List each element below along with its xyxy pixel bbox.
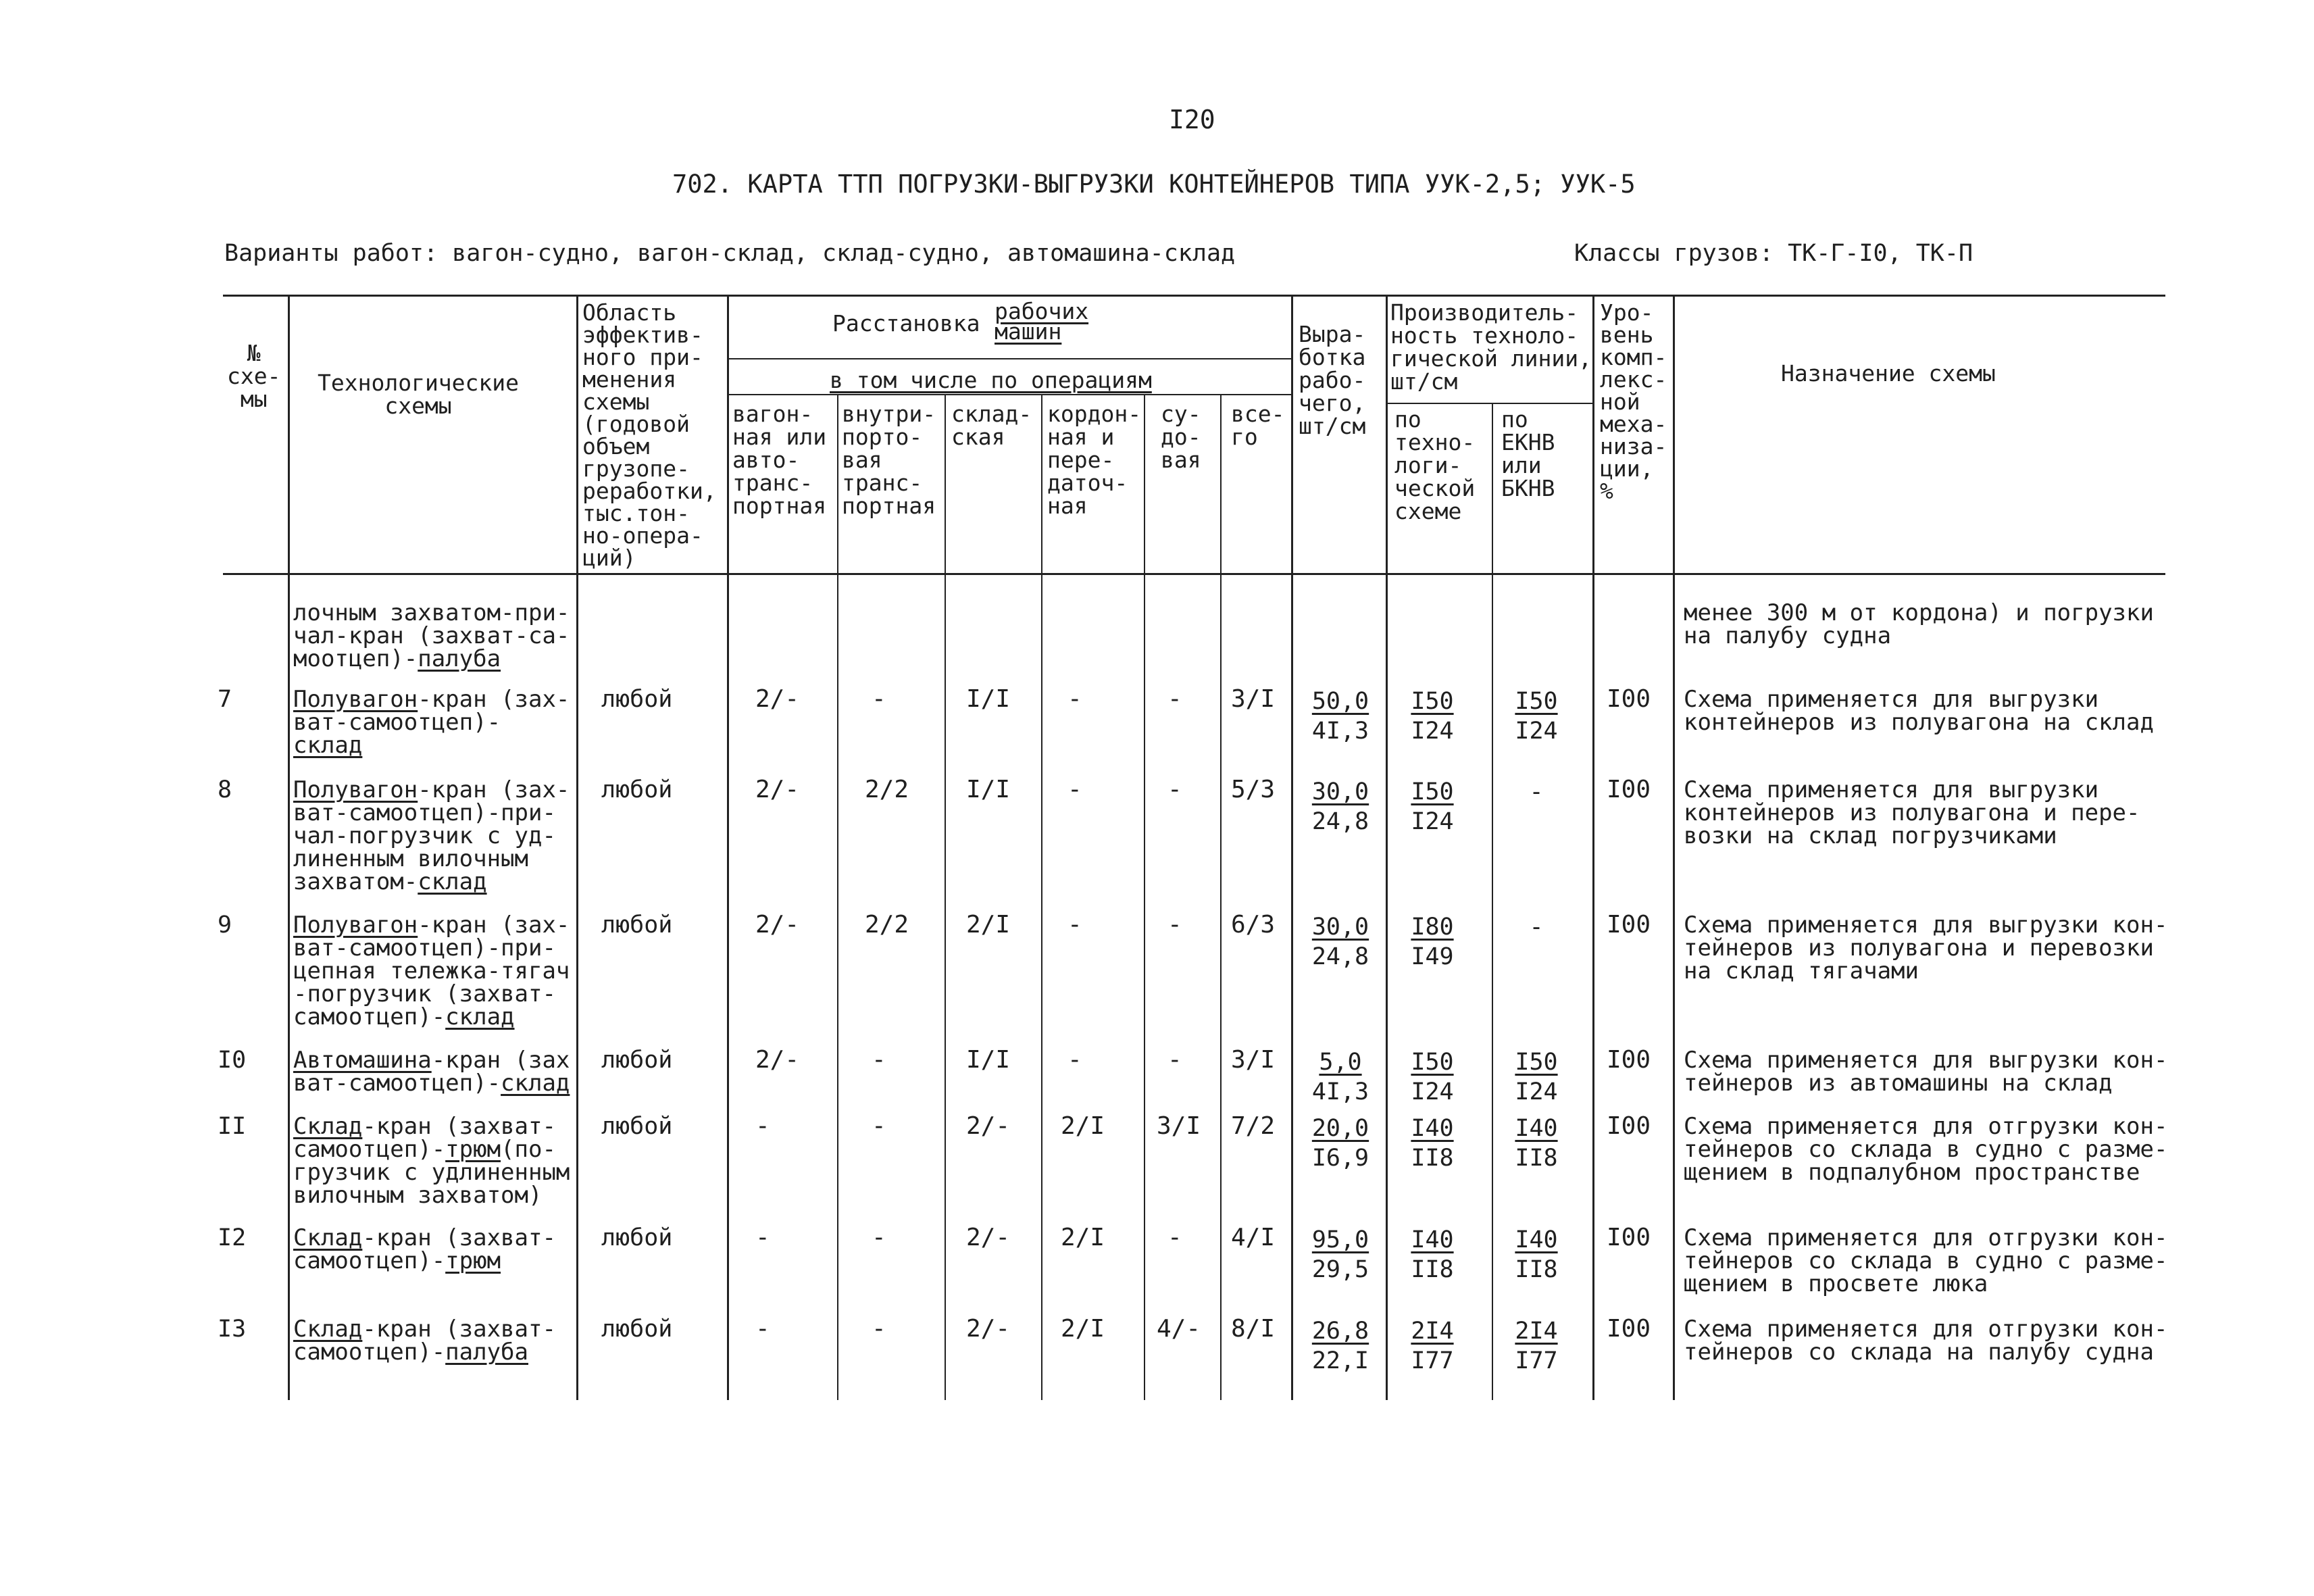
vyrabotka-top: 95,0 [1311,1226,1369,1253]
ekhnv-bot: II8 [1515,1256,1558,1283]
page-title: 702. КАРТА ТТП ПОГРУЗКИ-ВЫГРУЗКИ КОНТЕЙНЕРОВ ТИПА УУК-2,5; УУК-5 [672,170,1636,199]
row-inner: - [872,1224,886,1251]
row-tech-line [293,1161,570,1184]
row-tech-line [293,1318,556,1341]
tech-fragment: самоотцеп)- [293,1339,446,1366]
tech-fragment: ват-самоотцеп)-при- [293,934,556,962]
row-tech-line [293,1249,501,1272]
productivity-top: 2I4 [1411,1318,1454,1345]
col-header-arrangement: Расстановка [832,310,980,336]
productivity-bot: I49 [1411,943,1454,970]
row-sklad: 2/- [966,1112,1011,1140]
productivity-top: I50 [1411,778,1454,805]
row-area: любой [601,912,673,939]
row-purpose: Схема применяется для отгрузки кон- тейнеров со склада в судно с разме- щением в просвете люка [1684,1224,2168,1297]
vyrabotka-bot: 24,8 [1311,943,1369,970]
row-sudo: - [1167,1224,1182,1251]
row-inner: - [872,1315,886,1343]
row-mech: I00 [1607,1112,1651,1140]
tech-fragment: склад [501,1070,570,1097]
row-tech-line [293,1049,570,1072]
vyrabotka-top: 26,8 [1311,1318,1369,1345]
row-tech-line [293,1341,528,1364]
tech-fragment: Склад [293,1224,363,1251]
col-header-inner: внутри- порто- вая транс- портная [842,401,936,519]
row-vagon: - [755,1224,770,1251]
row-tech-line [293,1005,515,1028]
row-tech-line [293,688,570,711]
row-num: 8 [218,776,232,803]
cargo-classes: Классы грузов: ТК-Г-I0, ТК-П [1574,240,1973,267]
row-inner: - [872,1046,886,1074]
continuation-tech-3 [293,647,501,670]
col-header-vyrabotka: Выра- ботка рабо- чего, шт/см [1299,321,1366,439]
row-num: I3 [218,1316,247,1343]
row-purpose: Схема применяется для выгрузки контейнеров из полувагона на склад [1684,686,2154,736]
continuation-purpose: менее 300 м от кордона) и погрузки на палубу судна [1684,599,2154,649]
row-total: 5/3 [1231,776,1276,803]
col-header-by-ekhnv: по ЕКНВ или БКНВ [1501,406,1555,501]
col-header-vagon: вагон- ная или авто- транс- портная [732,401,827,519]
row-productivity [1392,1114,1473,1173]
row-purpose: Схема применяется для отгрузки кон- тейнеров со склада на палубу судна [1684,1316,2168,1366]
tech-fragment: Автомашина [293,1047,432,1074]
col-header-mech-level: Уро- вень комп- лекс- ной меха- низа- ции, % [1600,299,1667,504]
row-tech-line [293,1226,556,1249]
row-vyrabotka [1293,777,1388,837]
col-header-kordon: кордон- ная и пере- даточ- ная [1047,401,1142,519]
tech-fragment: -кран (захват- [362,1113,556,1140]
ekhnv-bot: II8 [1515,1145,1558,1172]
col-header-ops: в том числе по операциям [830,367,1152,393]
productivity-bot: I24 [1411,1078,1454,1105]
row-tech-line [293,847,528,870]
row-total: 6/3 [1231,911,1276,939]
row-kordon: - [1067,911,1082,939]
row-vyrabotka [1293,1225,1388,1285]
row-tech-line [293,1072,570,1095]
row-ekhnv [1496,1047,1577,1107]
row-tech-line [293,824,556,847]
vyrabotka-top: 50,0 [1311,688,1369,715]
row-num: I2 [218,1224,247,1251]
tech-fragment: ват-самоотцеп)-при- [293,799,556,826]
row-sklad: 2/I [966,911,1011,939]
row-tech-line [293,959,570,982]
row-area: любой [601,776,673,803]
productivity-top: I50 [1411,688,1454,715]
row-vagon: 2/- [755,685,800,713]
row-sudo: 3/I [1157,1112,1201,1140]
row-productivity [1392,1316,1473,1376]
tech-fragment: Склад [293,1316,363,1343]
col-header-purpose: Назначение схемы [1781,360,1996,386]
row-ekhnv [1496,687,1577,746]
row-tech-line [293,914,570,937]
col-header-productivity: Производитель- ность техноло- гической линии, шт/см [1390,299,1592,395]
vyrabotka-bot: 4I,3 [1311,718,1369,745]
row-num: I0 [218,1047,247,1074]
row-sklad: I/I [966,776,1011,803]
row-vagon: - [755,1315,770,1343]
row-total: 3/I [1231,685,1276,713]
vyrabotka-bot: 22,I [1311,1347,1369,1374]
productivity-top: I40 [1411,1115,1454,1142]
row-mech: I00 [1607,776,1651,803]
row-tech-line [293,982,556,1005]
tech-fragment: трюм [445,1136,501,1163]
tech-fragment: грузчик с удлиненным [293,1159,570,1186]
row-vyrabotka [1293,912,1388,972]
vyrabotka-bot: 29,5 [1311,1256,1369,1283]
row-vagon: 2/- [755,1046,800,1074]
productivity-bot: II8 [1411,1256,1454,1283]
row-area: любой [601,1113,673,1140]
row-vagon: - [755,1112,770,1140]
page-number: I20 [1169,105,1215,134]
col-header-sklad: склад- ская [951,401,1032,450]
row-tech-line [293,1138,556,1161]
row-productivity [1392,1047,1473,1107]
row-kordon: 2/I [1061,1315,1105,1343]
work-variants: Варианты работ: вагон-судно, вагон-склад, склад-судно, автомашина-склад [224,240,1236,267]
row-sudo: - [1167,776,1182,803]
row-sklad: I/I [966,1046,1011,1074]
col-header-num: № схе- мы [227,340,281,412]
productivity-bot: I77 [1411,1347,1454,1374]
tech-fragment: склад [445,1003,515,1030]
row-sklad: 2/- [966,1315,1011,1343]
ekhnv-top: - [1529,778,1544,805]
productivity-bot: I24 [1411,808,1454,835]
tech-fragment: (по- [501,1136,556,1163]
row-area: любой [601,1047,673,1074]
row-productivity [1392,687,1473,746]
continuation-tech-3-underlined: палуба [418,645,501,672]
tech-fragment: Склад [293,1113,363,1140]
tech-fragment: -кран (захват- [362,1316,556,1343]
tech-fragment: Полувагон [293,686,418,713]
col-header-total: все- го [1231,401,1285,450]
tech-fragment: чал-погрузчик с уд- [293,822,556,849]
row-total: 4/I [1231,1224,1276,1251]
row-num: II [218,1113,247,1140]
tech-fragment: трюм [445,1247,501,1274]
row-vagon: 2/- [755,776,800,803]
row-sudo: 4/- [1157,1315,1201,1343]
tech-fragment: ват-самоотцеп)- [293,709,501,736]
row-area: любой [601,1224,673,1251]
row-productivity [1392,1225,1473,1285]
row-ekhnv [1496,777,1577,807]
tech-fragment: палуба [445,1339,528,1366]
row-mech: I00 [1607,1046,1651,1074]
tech-fragment: -кран (зах [431,1047,570,1074]
ekhnv-bot: I77 [1515,1347,1558,1374]
row-mech: I00 [1607,911,1651,939]
row-ekhnv [1496,1225,1577,1285]
row-inner: 2/2 [865,911,909,939]
tech-fragment: -кран (зах- [418,912,570,939]
row-kordon: - [1067,776,1082,803]
row-vyrabotka [1293,1047,1388,1107]
continuation-tech-1: лочным захватом-при- [293,599,570,626]
ekhnv-top: 2I4 [1515,1318,1558,1345]
row-tech-line [293,870,487,893]
row-purpose: Схема применяется для отгрузки кон- тейнеров со склада в судно с разме- щением в подпалубном пространстве [1684,1113,2168,1186]
tech-fragment: самоотцеп)- [293,1136,446,1163]
row-total: 7/2 [1231,1112,1276,1140]
tech-fragment: самоотцеп)- [293,1247,446,1274]
row-mech: I00 [1607,1224,1651,1251]
row-tech-line [293,711,501,734]
row-total: 3/I [1231,1046,1276,1074]
row-sklad: I/I [966,685,1011,713]
row-area: любой [601,686,673,713]
tech-fragment: -погрузчик (захват- [293,980,556,1007]
ekhnv-top: I50 [1515,688,1558,715]
tech-fragment: склад [418,868,487,895]
tech-fragment: -кран (захват- [362,1224,556,1251]
col-header-arrangement-machines: рабочих машин [995,298,1089,345]
row-tech-line [293,934,556,962]
row-vagon: 2/- [755,911,800,939]
tech-fragment: захватом- [293,868,418,895]
tech-fragment: Полувагон [293,776,418,803]
row-sudo: - [1167,685,1182,713]
vyrabotka-top: 5,0 [1319,1049,1362,1076]
productivity-top: I40 [1411,1226,1454,1253]
row-inner: - [872,685,886,713]
vyrabotka-bot: 4I,3 [1311,1078,1369,1105]
row-total: 8/I [1231,1315,1276,1343]
tech-fragment: вилочным захватом) [293,1182,543,1209]
row-vyrabotka [1293,687,1388,746]
continuation-tech-2: чал-кран (захват-са- [293,622,570,649]
tech-fragment: -кран (зах- [418,686,570,713]
row-sklad: 2/- [966,1224,1011,1251]
row-tech-line [293,778,570,801]
row-productivity [1392,777,1473,837]
row-ekhnv [1496,1114,1577,1173]
row-area: любой [601,1316,673,1343]
row-ekhnv [1496,1316,1577,1376]
tech-fragment: самоотцеп)- [293,1003,446,1030]
col-header-tech: Технологические схемы [318,370,520,419]
row-vyrabotka [1293,1114,1388,1173]
row-sudo: - [1167,911,1182,939]
row-vyrabotka [1293,1316,1388,1376]
row-tech-line [293,734,362,757]
row-tech-line [293,801,556,824]
row-purpose: Схема применяется для выгрузки контейнеров из полувагона и пере- возки на склад погрузчиками [1684,776,2140,849]
row-kordon: - [1067,1046,1082,1074]
productivity-bot: I24 [1411,718,1454,745]
col-header-area: Область эффектив- ного при- менения схемы (годовой объем грузопе- реработки, тыс.тон- но-опера- ций) [582,299,717,571]
productivity-top: I80 [1411,914,1454,941]
tech-fragment: -кран (зах- [418,776,570,803]
vyrabotka-top: 20,0 [1311,1115,1369,1142]
productivity-top: I50 [1411,1049,1454,1076]
row-productivity [1392,912,1473,972]
row-ekhnv [1496,912,1577,942]
row-purpose: Схема применяется для выгрузки кон- тейнеров из автомашины на склад [1684,1047,2168,1097]
ekhnv-top: I50 [1515,1049,1558,1076]
row-num: 9 [218,912,232,939]
col-header-sudo: су- до- вая [1161,401,1201,473]
tech-fragment: цепная тележка-тягач [293,957,570,984]
productivity-bot: II8 [1411,1145,1454,1172]
row-tech-line [293,1184,542,1207]
ekhnv-bot: I24 [1515,1078,1558,1105]
vyrabotka-bot: I6,9 [1311,1145,1369,1172]
row-tech-line [293,1115,556,1138]
row-inner: 2/2 [865,776,909,803]
row-sudo: - [1167,1046,1182,1074]
row-kordon: 2/I [1061,1112,1105,1140]
row-inner: - [872,1112,886,1140]
vyrabotka-bot: 24,8 [1311,808,1369,835]
ekhnv-top: I40 [1515,1226,1558,1253]
row-purpose: Схема применяется для выгрузки кон- тейнеров из полувагона и перевозки на склад тягачами [1684,912,2168,984]
tech-fragment: линенным вилочным [293,845,528,872]
tech-fragment: Полувагон [293,912,418,939]
row-mech: I00 [1607,685,1651,713]
row-num: 7 [218,686,232,713]
tech-fragment: ват-самоотцеп)- [293,1070,501,1097]
vyrabotka-top: 30,0 [1311,778,1369,805]
ekhnv-top: I40 [1515,1115,1558,1142]
ekhnv-bot: I24 [1515,718,1558,745]
tech-fragment: склад [293,732,363,759]
row-kordon: 2/I [1061,1224,1105,1251]
continuation-tech-3-text: моотцеп)- [293,645,418,672]
vyrabotka-top: 30,0 [1311,914,1369,941]
row-mech: I00 [1607,1315,1651,1343]
row-kordon: - [1067,685,1082,713]
col-header-by-scheme: по техно- логи- ческой схеме [1394,406,1476,524]
ekhnv-top: - [1529,914,1544,941]
